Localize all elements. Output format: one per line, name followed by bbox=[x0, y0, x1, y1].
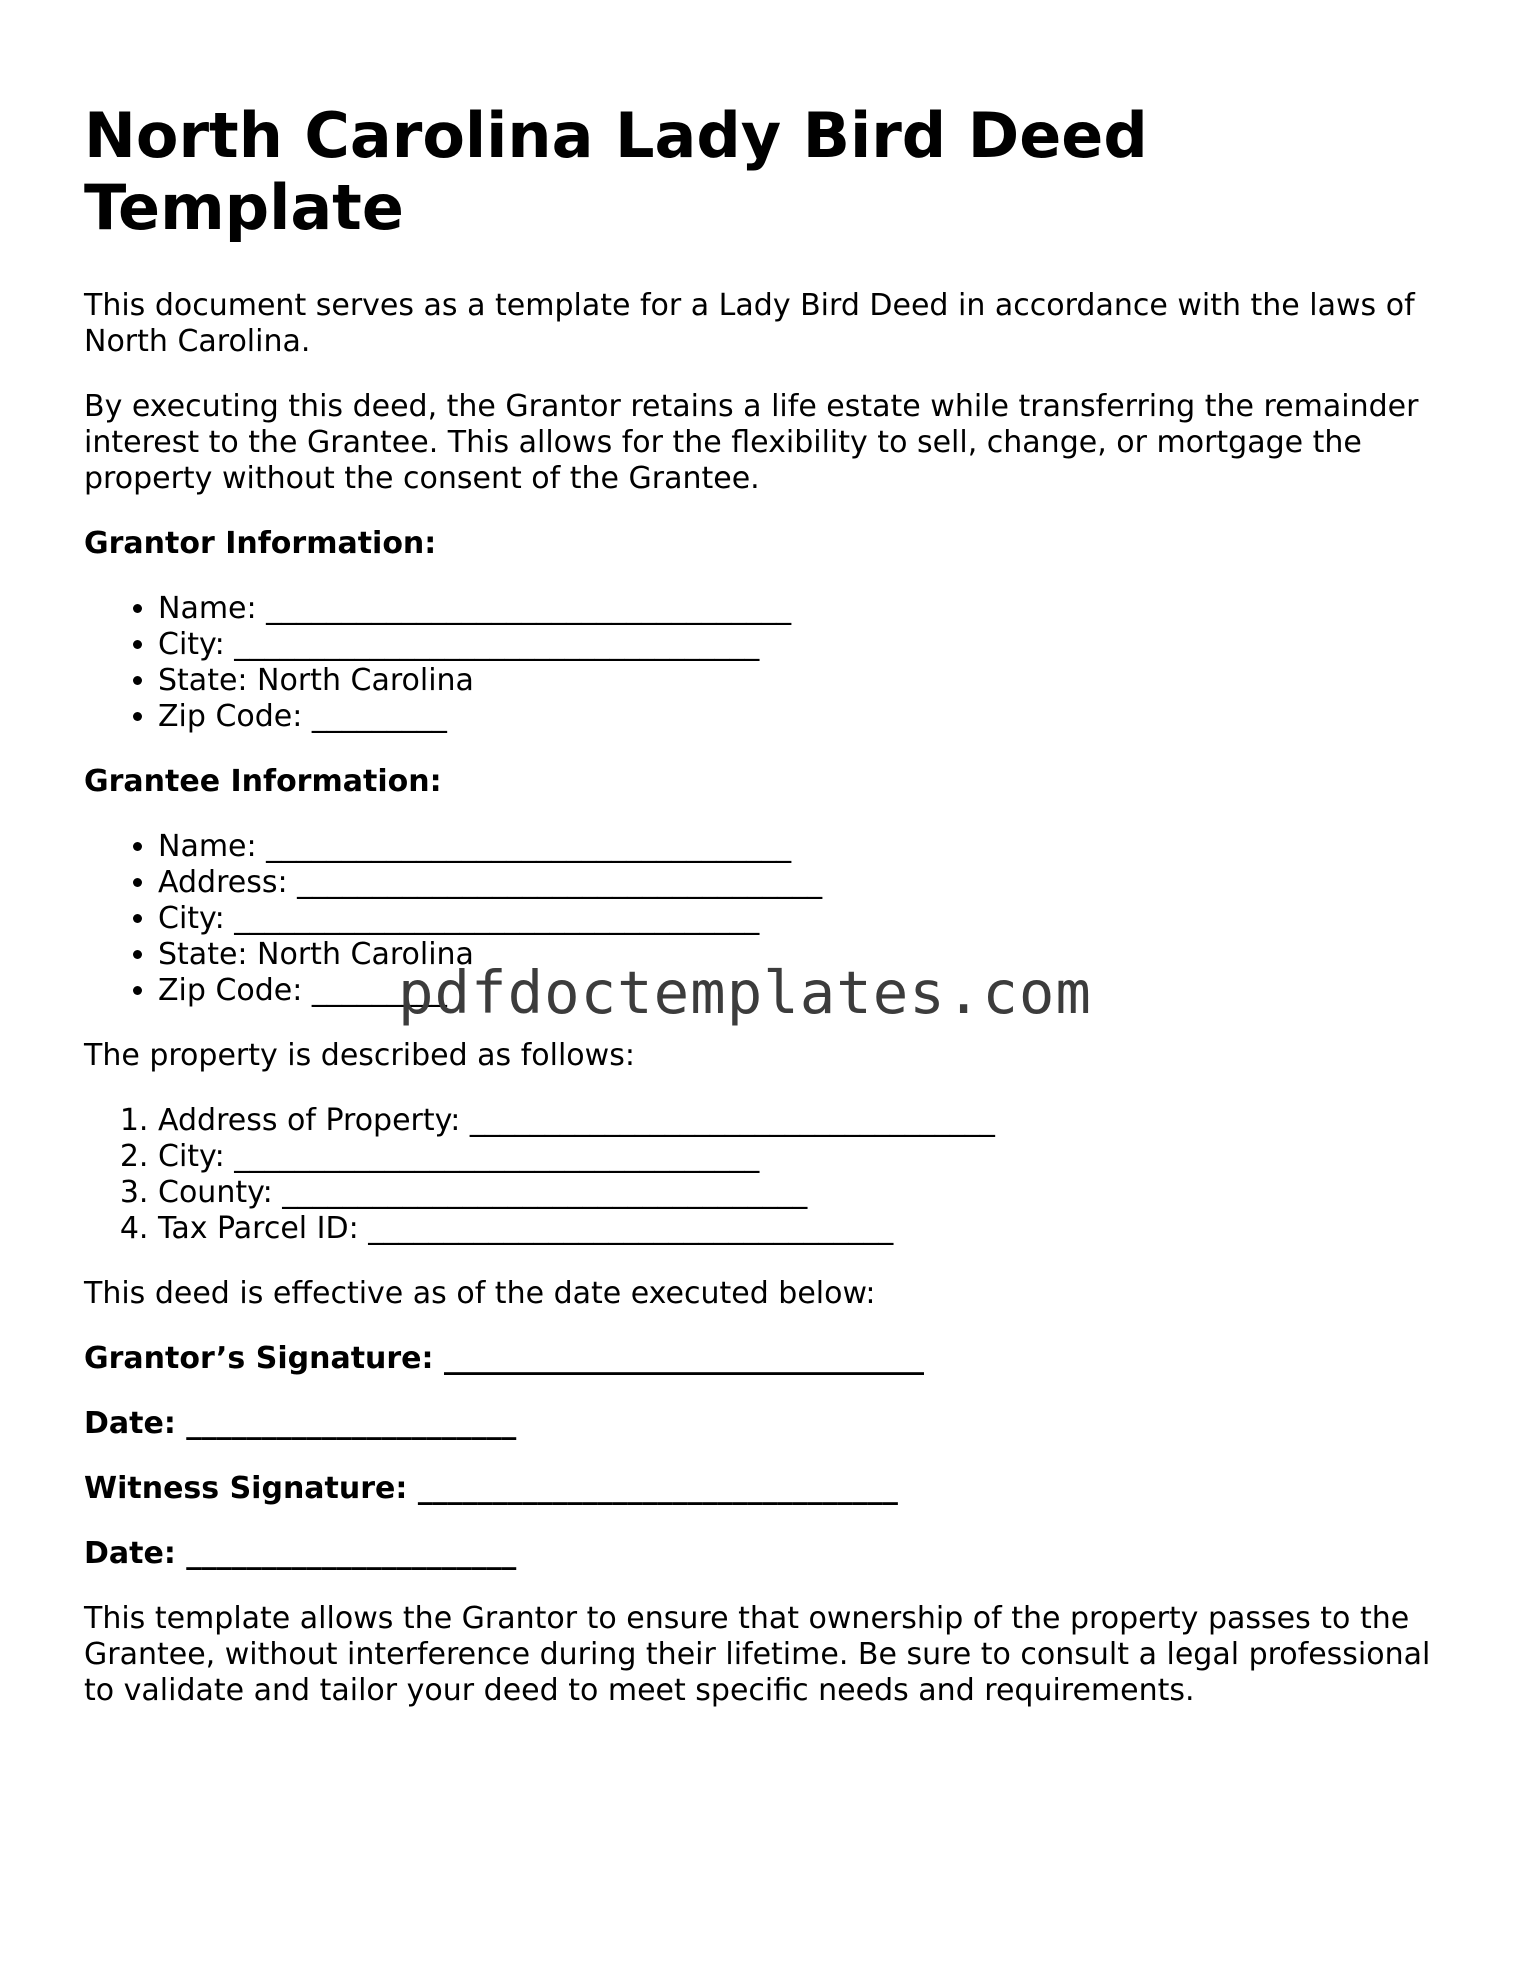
grantee-state-field: • State: North Carolina bbox=[158, 937, 1454, 973]
witness-signature-line bbox=[84, 1471, 1454, 1507]
page-title: North Carolina Lady Bird Deed Template bbox=[84, 99, 1148, 244]
date-blank-1: ______________________ bbox=[186, 1406, 517, 1441]
property-county-field: 3. County: ___________________________________ bbox=[158, 1175, 1454, 1211]
grantor-city-field: • City: ___________________________________ bbox=[158, 627, 1454, 663]
date-blank-2: ______________________ bbox=[186, 1536, 517, 1571]
grantor-signature-blank: ________________________________ bbox=[443, 1341, 924, 1376]
witness-signature-label: Witness Signature: bbox=[84, 1471, 408, 1506]
closing-paragraph: This template allows the Grantor to ensure that ownership of the property passes to the Grantee, without interference during their lifetime. Be sure to consult a legal professional to validate and tailor your deed to meet specific needs and requirements. bbox=[84, 1601, 1431, 1708]
grantor-name-field: • Name: ___________________________________ bbox=[158, 591, 1454, 627]
property-intro: The property is described as follows: bbox=[84, 1038, 635, 1073]
date-label-1: Date: bbox=[84, 1406, 176, 1441]
date-label-2: Date: bbox=[84, 1536, 176, 1571]
grantor-signature-line bbox=[84, 1341, 1454, 1377]
property-list bbox=[84, 1103, 1454, 1247]
grantor-list bbox=[84, 591, 1454, 735]
effective-date-text: This deed is effective as of the date executed below: bbox=[84, 1276, 876, 1311]
grantor-state-field: • State: North Carolina bbox=[158, 663, 1454, 699]
intro-paragraph: This document serves as a template for a Lady Bird Deed in accordance with the laws of North Carolina. bbox=[84, 288, 1415, 359]
life-estate-paragraph: By executing this deed, the Grantor retains a life estate while transferring the remainder interest to the Grantee. This allows for the flexibility to sell, change, or mortgage the property without the consent of the Grantee. bbox=[84, 389, 1419, 496]
grantee-heading: Grantee Information: bbox=[84, 764, 442, 799]
witness-signature-blank: ________________________________ bbox=[417, 1471, 898, 1506]
property-address-field: 1. Address of Property: ___________________________________ bbox=[158, 1103, 1454, 1139]
grantee-name-field: • Name: ___________________________________ bbox=[158, 829, 1454, 865]
grantee-address-field: • Address: ___________________________________ bbox=[158, 865, 1454, 901]
watermark: pdfdoctemplates.com bbox=[398, 958, 1092, 1027]
grantor-signature-label: Grantor’s Signature: bbox=[84, 1341, 434, 1376]
grantor-heading: Grantor Information: bbox=[84, 526, 437, 561]
date-line-2 bbox=[84, 1536, 1454, 1572]
grantee-city-field: • City: ___________________________________ bbox=[158, 901, 1454, 937]
grantee-zip-field: • Zip Code: _________ bbox=[158, 973, 1454, 1009]
property-city-field: 2. City: ___________________________________ bbox=[158, 1139, 1454, 1175]
grantor-zip-field: • Zip Code: _________ bbox=[158, 699, 1454, 735]
document-page bbox=[84, 100, 1454, 1738]
property-tax-parcel-field: 4. Tax Parcel ID: ___________________________________ bbox=[158, 1211, 1454, 1247]
date-line-1 bbox=[84, 1406, 1454, 1442]
